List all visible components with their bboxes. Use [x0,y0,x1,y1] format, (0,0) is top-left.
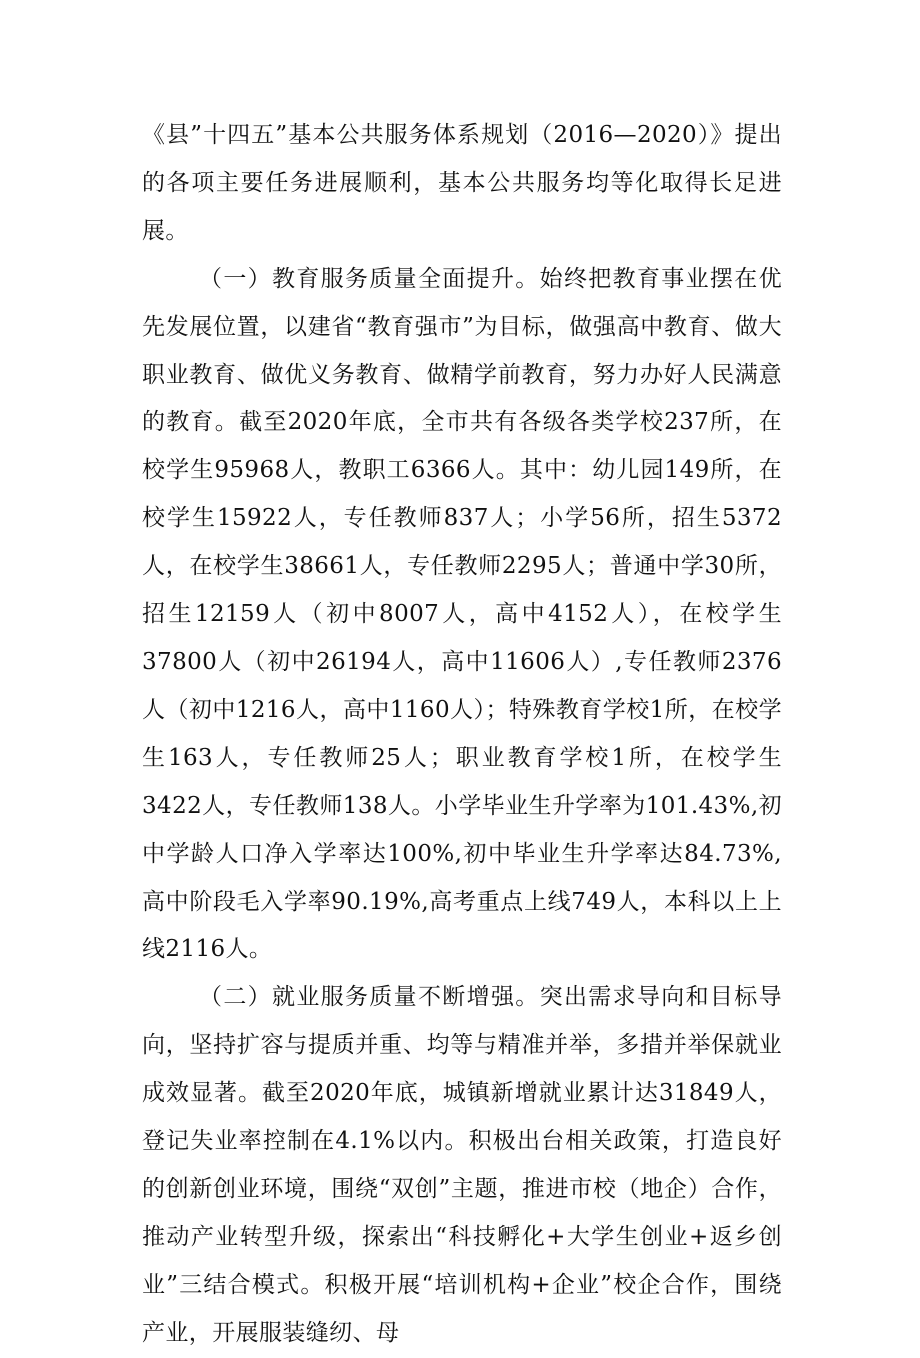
document-body [142,112,782,1358]
paragraph-education: （一）教育服务质量全面提升。始终把教育事业摆在优先发展位置，以建省“教育强市”为目标，做强高中教育、做大职业教育、做优义务教育、做精学前教育，努力办好人民满意的教育。截至2020年底，全市共有各级各类学校237所，在校学生95968人，教职工6366人。其中：幼儿园149所，在校学生15922人，专任教师837人；小学56所，招生5372人，在校学生38661人，专任教师2295人；普通中学30所，招生12159人（初中8007人，高中4152人），在校学生37800人（初中26194人，高中11606人）,专任教师2376人（初中1216人，高中1160人）；特殊教育学校1所，在校学生163人，专任教师25人；职业教育学校1所，在校学生3422人，专任教师138人。小学毕业生升学率为101.43%,初中学龄人口净入学率达100%,初中毕业生升学率达84.73%,高中阶段毛入学率90.19%,高考重点上线749人，本科以上上线2116人。 [142,265,782,963]
paragraph-intro: 《县”十四五”基本公共服务体系规划（2016—2020）》提出的各项主要任务进展顺利，基本公共服务均等化取得长足进展。 [142,122,782,244]
paragraph-employment: （二）就业服务质量不断增强。突出需求导向和目标导向，坚持扩容与提质并重、均等与精准并举，多措并举保就业成效显著。截至2020年底，城镇新增就业累计达31849人，登记失业率控制在4.1%以内。积极出台相关政策，打造良好的创新创业环境，围绕“双创”主题，推进市校（地企）合作，推动产业转型升级，探索出“科技孵化+大学生创业+返乡创业”三结合模式。积极开展“培训机构+企业”校企合作，围绕产业，开展服装缝纫、母 [142,984,782,1346]
